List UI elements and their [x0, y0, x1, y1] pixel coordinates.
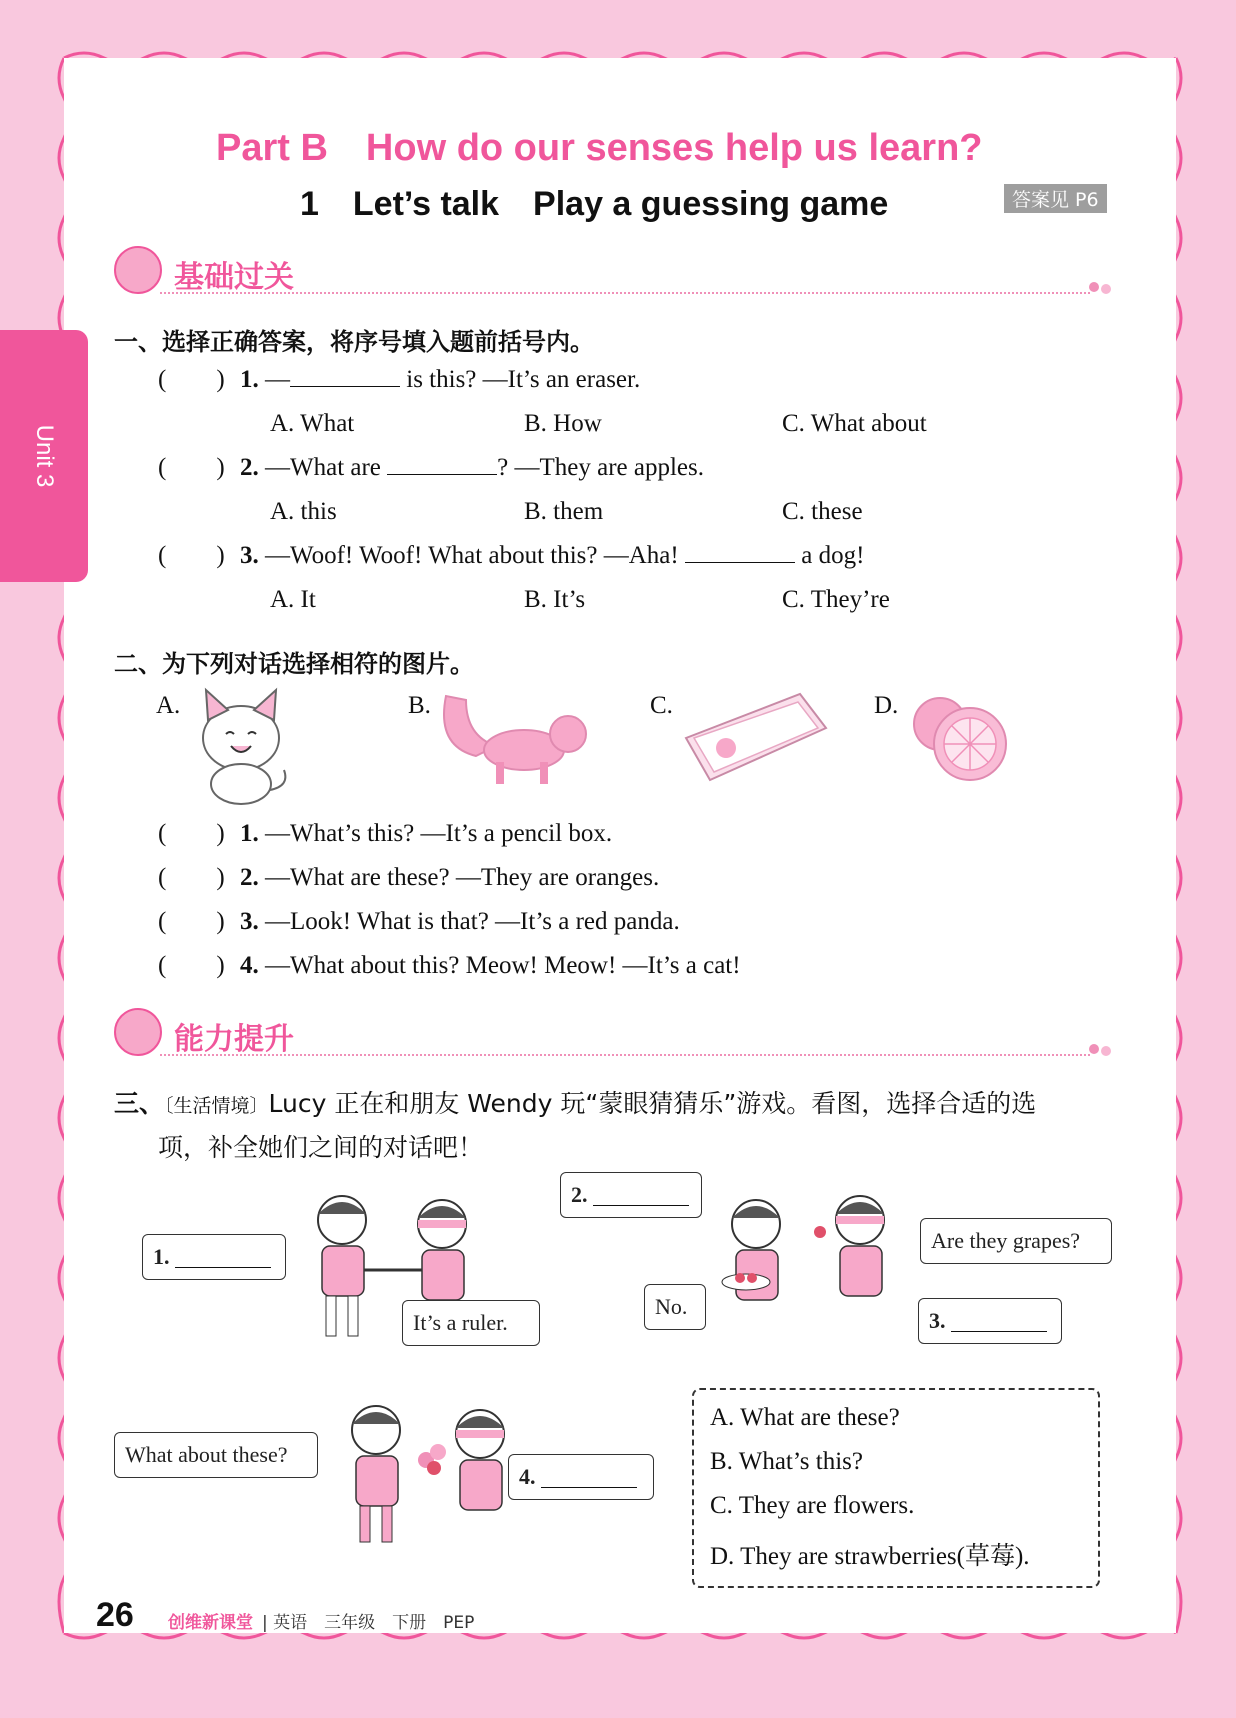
picture-label-b: B. [408, 692, 431, 719]
dots-icon [1088, 1040, 1114, 1058]
section-divider [160, 292, 1090, 294]
q2-item-3: 3. —Look! What is that? —It’s a red panda. [240, 908, 680, 935]
question-3-title: 三、〔生活情境〕Lucy 正在和朋友 Wendy 玩“蒙眼猜猜乐”游戏。看图，选择合适的选 [114, 1089, 1037, 1118]
page-subtitle: 1 Let’s talk Play a guessing game [300, 185, 889, 223]
option-c: C. What about [782, 410, 927, 437]
girls-scene-2 [700, 1190, 920, 1340]
option-a: A. What are these? [710, 1404, 900, 1431]
option-b: B. It’s [524, 586, 586, 613]
option-b: B. How [524, 410, 602, 437]
section-title-advanced: 能力提升 [174, 1022, 294, 1057]
fill-blank[interactable] [175, 1247, 271, 1268]
cat-illustration [186, 686, 296, 806]
option-d: D. They are strawberries(草莓). [710, 1543, 1030, 1570]
page-title: Part B How do our senses help us learn? [216, 127, 983, 169]
page-number: 26 [96, 1596, 134, 1634]
answer-bracket[interactable]: ( ) [158, 542, 225, 569]
speech-bubble-ruler: It’s a ruler. [402, 1300, 540, 1346]
option-c: C. They are flowers. [710, 1492, 915, 1519]
option-a: A. this [270, 498, 337, 525]
q1-item-1: 1. — is this? —It’s an eraser. [240, 366, 641, 393]
mascot-icon [114, 1008, 162, 1056]
q1-item-2: 2. —What are ? —They are apples. [240, 454, 705, 481]
q2-item-4: 4. —What about this? Meow! Meow! —It’s a cat! [240, 952, 741, 979]
option-b: B. What’s this? [710, 1448, 864, 1475]
red-panda-illustration [436, 686, 596, 796]
unit-tab [0, 330, 88, 582]
unit-tab-label: Unit 3 [31, 424, 58, 488]
footer-info: | 英语 三年级 下册 PEP [262, 1613, 475, 1633]
dots-icon [1088, 278, 1114, 296]
picture-label-c: C. [650, 692, 673, 719]
mascot-icon [114, 246, 162, 294]
fill-blank[interactable] [541, 1467, 637, 1488]
fill-blank[interactable] [951, 1311, 1047, 1332]
answer-bracket[interactable]: ( ) [158, 366, 225, 393]
option-b: B. them [524, 498, 604, 525]
question-3-title-line2: 项，补全她们之间的对话吧！ [158, 1133, 484, 1162]
footer-brand: 创维新课堂 [168, 1613, 253, 1633]
speech-bubble-3: 3. [918, 1298, 1062, 1344]
speech-bubble-4: 4. [508, 1454, 654, 1500]
orange-illustration [904, 688, 1014, 788]
fill-blank[interactable] [387, 454, 497, 475]
section-divider [160, 1054, 1090, 1056]
answer-bracket[interactable]: ( ) [158, 908, 225, 935]
q2-item-1: 1. —What’s this? —It’s a pencil box. [240, 820, 613, 847]
question-2-title: 二、为下列对话选择相符的图片。 [114, 650, 474, 678]
fill-blank[interactable] [593, 1185, 689, 1206]
option-c: C. these [782, 498, 863, 525]
option-a: A. It [270, 586, 316, 613]
question-1-title: 一、选择正确答案，将序号填入题前括号内。 [114, 328, 594, 356]
option-c: C. They’re [782, 586, 890, 613]
fill-blank[interactable] [290, 366, 400, 387]
speech-bubble-no: No. [644, 1284, 706, 1330]
answer-bracket[interactable]: ( ) [158, 952, 225, 979]
picture-label-a: A. [156, 692, 181, 719]
speech-bubble-2: 2. [560, 1172, 702, 1218]
speech-bubble-1: 1. [142, 1234, 286, 1280]
option-a: A. What [270, 410, 355, 437]
answer-reference-badge: 答案见 P6 [1004, 184, 1107, 213]
answer-bracket[interactable]: ( ) [158, 454, 225, 481]
speech-bubble-grapes: Are they grapes? [920, 1218, 1112, 1264]
section-title-basic: 基础过关 [174, 260, 294, 295]
speech-bubble-these: What about these? [114, 1432, 318, 1478]
fill-blank[interactable] [685, 542, 795, 563]
picture-label-d: D. [874, 692, 899, 719]
q2-item-2: 2. —What are these? —They are oranges. [240, 864, 660, 891]
pencil-box-illustration [680, 688, 830, 788]
answer-bracket[interactable]: ( ) [158, 820, 225, 847]
girls-scene-3 [330, 1400, 530, 1550]
q1-item-3: 3. —Woof! Woof! What about this? —Aha! a dog! [240, 542, 865, 569]
answer-bracket[interactable]: ( ) [158, 864, 225, 891]
